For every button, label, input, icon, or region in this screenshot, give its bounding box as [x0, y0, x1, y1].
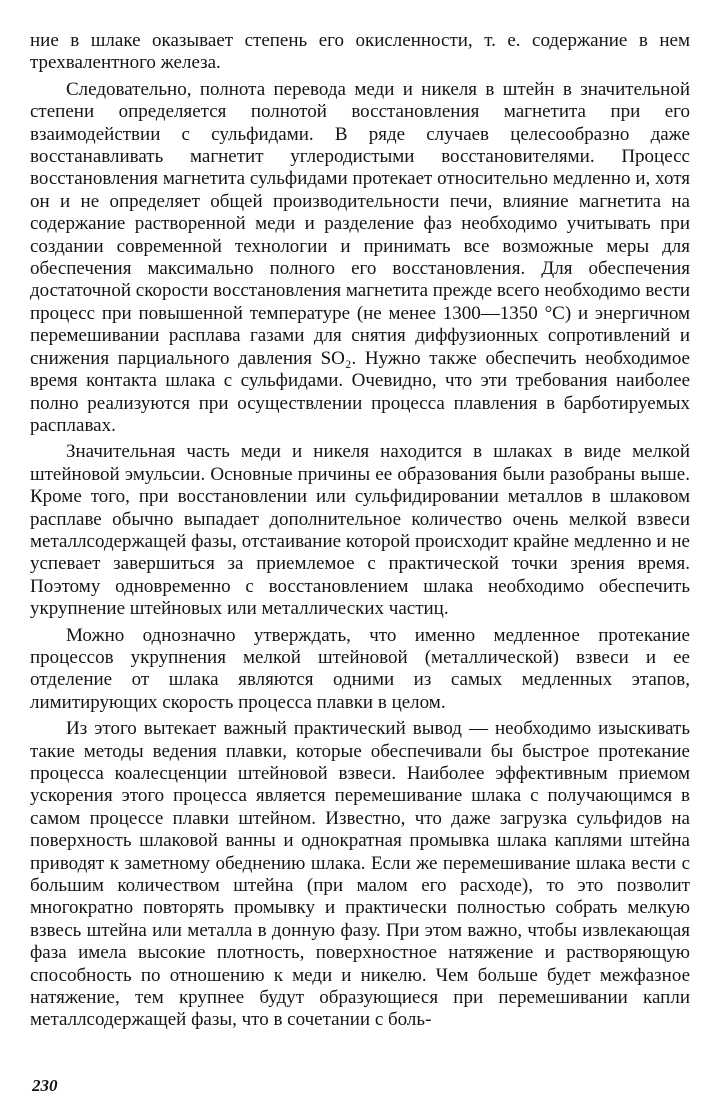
paragraph-4: Можно однозначно утверждать, что именно медленное протекание процессов укрупнения мелкой штейновой (металлической) взвеси и ее отделение от шлака являются одними из самых медленных этапов, лимитирующих скорость процесса плавки в целом.: [30, 624, 690, 713]
page-text: [30, 30, 690, 1032]
paragraph-1: ние в шлаке оказывает степень его окисленности, т. е. содержание в нем трехвалентного железа.: [30, 30, 690, 74]
paragraph-3: Значительная часть меди и никеля находится в шлаках в виде мелкой штейновой эмульсии. Основные причины ее образования были разобраны выше. Кроме того, при восстановлении или сульфидировании металлов в шлаковом расплаве обычно выпадает дополнительное количество очень мелкой взвеси металлсодержащей фазы, отстаивание которой происходит крайне медленно и не успевает завершиться за приемлемое с практической точки зрения время. Поэтому одновременно с восстановлением шлака необходимо обеспечить укрупнение штейновых или металлических частиц.: [30, 441, 690, 620]
paragraph-2: Следовательно, полнота перевода меди и никеля в штейн в значительной степени определяется полнотой восстановления магнетита при его взаимодействии с сульфидами. В ряде случаев целесообразно даже восстанавливать магнетит углеродистыми восстановителями. Процесс восстановления магнетита сульфидами протекает относительно медленно и, хотя он и не определяет общей производительности печи, влияние магнетита на содержание растворенной меди и разделение фаз необходимо учитывать при создании современной технологии и принимать все возможные меры для обеспечения максимально полного его восстановления. Для обеспечения достаточной скорости восстановления магнетита прежде всего необходимо вести процесс при повышенной температуре (не менее 1300—1350 °С) и энергичном перемешивании расплава газами для снятия диффузионных сопротивлений и снижения парциального давления SO₂. Нужно также обеспечить необходимое время контакта шлака с сульфидами. Очевидно, что эти требования наиболее полно реализуются при осуществлении процесса плавления в барботируемых расплавах.: [30, 78, 690, 436]
page-number: 230: [32, 1076, 58, 1095]
paragraph-5: Из этого вытекает важный практический вывод — необходимо изыскивать такие методы ведения плавки, которые обеспечивали бы быстрое протекание процесса коалесценции штейновой взвеси. Наиболее эффективным приемом ускорения этого процесса является перемешивание шлака с получающимся в самом процессе плавки штейном. Известно, что даже загрузка сульфидов на поверхность шлаковой ванны и однократная промывка шлака каплями штейна приводят к заметному обеднению шлака. Если же перемешивание шлака вести с большим количеством штейна (при малом его расходе), то это позволит многократно повторять промывку и практически полностью собрать мелкую взвесь штейна или металла в донную фазу. При этом важно, чтобы извлекающая фаза имела высокие плотность, поверхностное натяжение и растворяющую способность по отношению к меди и никелю. Чем больше будет межфазное натяжение, тем крупнее будут образующиеся при перемешивании капли металлсодержащей фазы, что в сочетании с боль-: [30, 718, 690, 1031]
